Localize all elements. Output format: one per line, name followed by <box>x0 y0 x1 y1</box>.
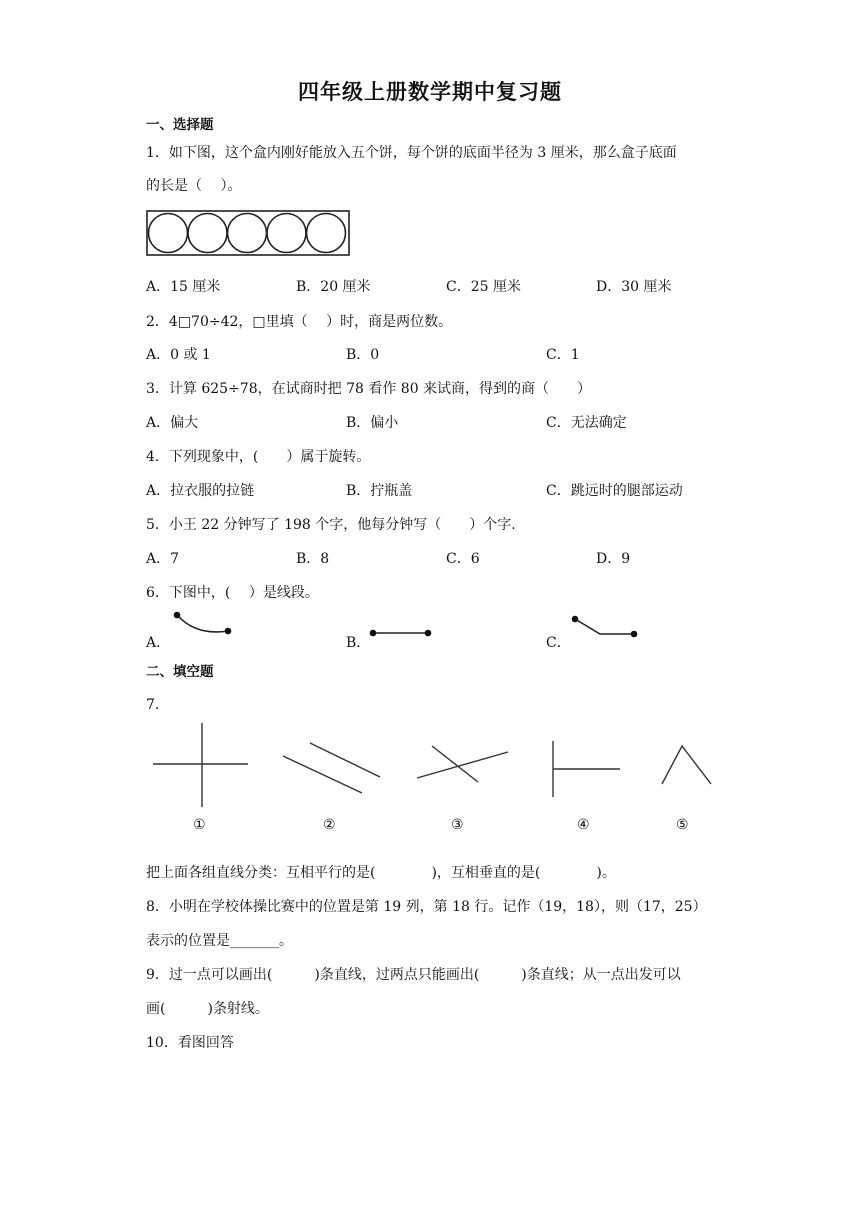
question-3-text: 3．计算 625÷78，在试商时把 78 看作 80 来试商，得到的商（ ） <box>146 381 592 397</box>
intersecting-lines-figure <box>416 744 512 784</box>
question-9-line1: 9．过一点可以画出( )条直线，过两点只能画出( )条直线；从一点出发可以 <box>146 967 681 983</box>
figure-label-5: ⑤ <box>676 817 689 833</box>
angle-figure <box>660 744 714 786</box>
question-2-option-c: C．1 <box>546 347 580 363</box>
question-4-text: 4．下列现象中，( ）属于旋转。 <box>146 449 371 465</box>
question-2-text: 2．4□70÷42，□里填（ ）时，商是两位数。 <box>146 314 453 330</box>
question-3-option-c: C．无法确定 <box>546 415 627 431</box>
section-choice-heading: 一、选择题 <box>146 117 214 133</box>
line-segment-figure <box>368 626 434 640</box>
question-4-option-b: B．拧瓶盖 <box>346 483 413 499</box>
question-5-option-c: C．6 <box>446 551 480 567</box>
question-1-option-a: A．15 厘米 <box>146 279 221 295</box>
question-8-line1: 8．小明在学校体操比赛中的位置是第 19 列，第 18 行。记作（19，18），则（17，25） <box>146 899 707 915</box>
question-5-option-d: D．9 <box>596 551 631 567</box>
question-2-option-a: A．0 或 1 <box>146 347 211 363</box>
question-6-text: 6．下图中，( ）是线段。 <box>146 585 319 601</box>
figure-label-3: ③ <box>451 817 464 833</box>
parallel-lines-figure <box>282 742 382 794</box>
page-title: 四年级上册数学期中复习题 <box>298 80 562 104</box>
question-10-text: 10．看图回答 <box>146 1035 234 1051</box>
question-1-line1: 1．如下图，这个盒内刚好能放入五个饼，每个饼的底面半径为 3 厘米，那么盒子底面 <box>146 145 677 161</box>
question-6-option-b: B． <box>346 635 371 651</box>
question-1-option-b: B．20 厘米 <box>296 279 371 295</box>
question-7-text: 把上面各组直线分类：互相平行的是( )，互相垂直的是( )。 <box>146 865 616 881</box>
section-fill-heading: 二、填空题 <box>146 664 214 680</box>
question-9-line2: 画( )条射线。 <box>146 1001 269 1017</box>
question-7-number: 7． <box>146 697 169 713</box>
question-5-text: 5．小王 22 分钟写了 198 个字，他每分钟写（ ）个字. <box>146 517 516 533</box>
question-5-option-b: B．8 <box>296 551 330 567</box>
question-6-option-a: A． <box>146 635 171 651</box>
question-3-option-a: A．偏大 <box>146 415 199 431</box>
question-8-line2: 表示的位置是_______。 <box>146 933 293 949</box>
figure-label-1: ① <box>193 817 206 833</box>
perpendicular-t-figure <box>550 740 622 798</box>
question-4-option-c: C．跳远时的腿部运动 <box>546 483 683 499</box>
question-1-line2: 的长是（ ）。 <box>146 178 242 194</box>
question-1-option-d: D．30 厘米 <box>596 279 672 295</box>
question-4-option-a: A．拉衣服的拉链 <box>146 483 255 499</box>
figure-label-2: ② <box>323 817 336 833</box>
question-2-option-b: B．0 <box>346 347 380 363</box>
question-5-option-a: A．7 <box>146 551 180 567</box>
question-3-option-b: B．偏小 <box>346 415 399 431</box>
question-6-option-c: C． <box>546 635 571 651</box>
curved-line-figure <box>172 610 234 638</box>
figure-label-4: ④ <box>577 817 590 833</box>
question-1-option-c: C．25 厘米 <box>446 279 521 295</box>
perpendicular-cross-figure <box>152 722 250 808</box>
box-with-five-circles-figure <box>146 210 350 256</box>
broken-line-figure <box>570 614 640 642</box>
